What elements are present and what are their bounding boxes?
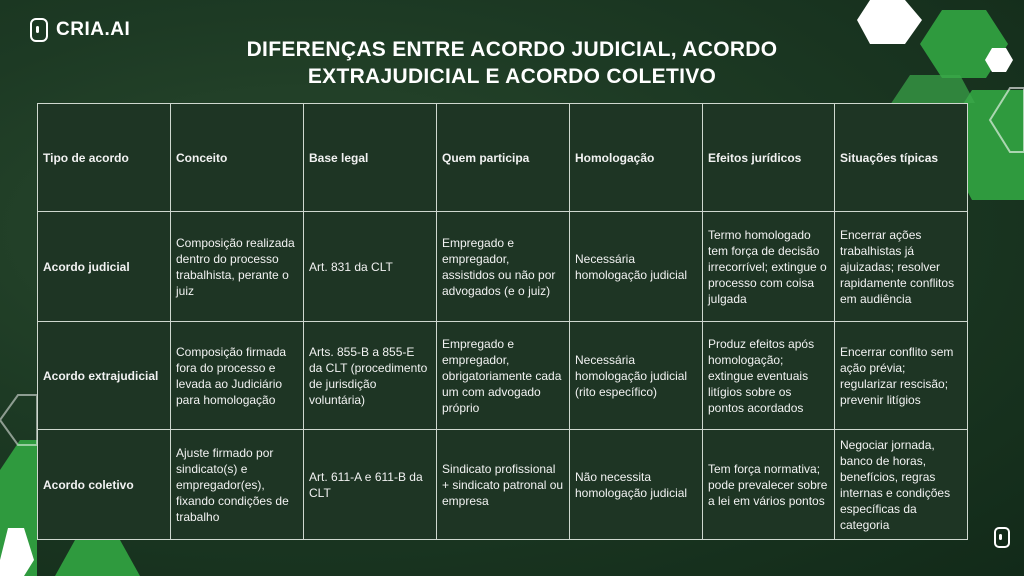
table-row [38,430,968,540]
table-cell: Encerrar conflito sem ação prévia; regularizar rescisão; prevenir litígios [835,322,968,430]
row-type-cell: Acordo coletivo [38,430,171,540]
hexagon-white-bottom [0,528,34,576]
header-cell: Base legal [304,104,437,212]
page-title-line-2: EXTRAJUDICIAL E ACORDO COLETIVO [307,65,717,88]
hexagon-green-bottom-left [0,440,37,576]
hexagon-green-bottom [55,540,140,576]
table-cell: Negociar jornada, banco de horas, benefícios, regras internas e condições específicas da categoria [835,430,968,540]
table-cell: Arts. 855-B a 855-E da CLT (procedimento de jurisdição voluntária) [304,322,437,430]
row-type-cell: Acordo extrajudicial [38,322,171,430]
table-cell: Empregado e empregador, obrigatoriamente cada um com advogado próprio [437,322,570,430]
header-cell: Efeitos jurídicos [703,104,835,212]
hexagon-white-small [985,48,1013,72]
table-cell: Art. 611-A e 611-B da CLT [304,430,437,540]
brand-corner-icon [994,527,1010,548]
table-cell: Produz efeitos após homologação; extingue eventuais litígios sobre os pontos acordados [703,322,835,430]
table-cell: Composição realizada dentro do processo trabalhista, perante o juiz [171,212,304,322]
table-cell: Sindicato profissional + sindicato patronal ou empresa [437,430,570,540]
header-cell: Tipo de acordo [38,104,171,212]
table-cell: Encerrar ações trabalhistas já ajuizadas; resolver rapidamente conflitos em audiência [835,212,968,322]
table-cell: Art. 831 da CLT [304,212,437,322]
header-cell: Quem participa [437,104,570,212]
row-type-cell: Acordo judicial [38,212,171,322]
hexagon-outline-bottom [0,395,37,445]
table-cell: Necessária homologação judicial (rito específico) [570,322,703,430]
table-row [38,322,968,430]
table-cell: Tem força normativa; pode prevalecer sobre a lei em vários pontos [703,430,835,540]
header-cell: Homologação [570,104,703,212]
table-cell: Termo homologado tem força de decisão irrecorrível; extingue o processo com coisa julgada [703,212,835,322]
hexagon-outline-right [990,88,1024,152]
brand-logo-icon [30,18,48,42]
table-header-row [38,104,968,212]
table-cell: Não necessita homologação judicial [570,430,703,540]
table-row [38,212,968,322]
table-cell: Necessária homologação judicial [570,212,703,322]
header-cell: Situações típicas [835,104,968,212]
header-cell: Conceito [171,104,304,212]
comparison-table [37,103,968,540]
brand-logo [30,18,130,42]
table-cell: Empregado e empregador, assistidos ou não por advogados (e o juiz) [437,212,570,322]
table-cell: Ajuste firmado por sindicato(s) e empregador(es), fixando condições de trabalho [171,430,304,540]
hexagon-green-top [920,10,1008,78]
page-title [150,36,874,90]
brand-name: CRIA.AI [56,19,131,40]
table-cell: Composição firmada fora do processo e levada ao Judiciário para homologação [171,322,304,430]
page-title-line-1: DIFERENÇAS ENTRE ACORDO JUDICIAL, ACORDO [246,38,778,61]
